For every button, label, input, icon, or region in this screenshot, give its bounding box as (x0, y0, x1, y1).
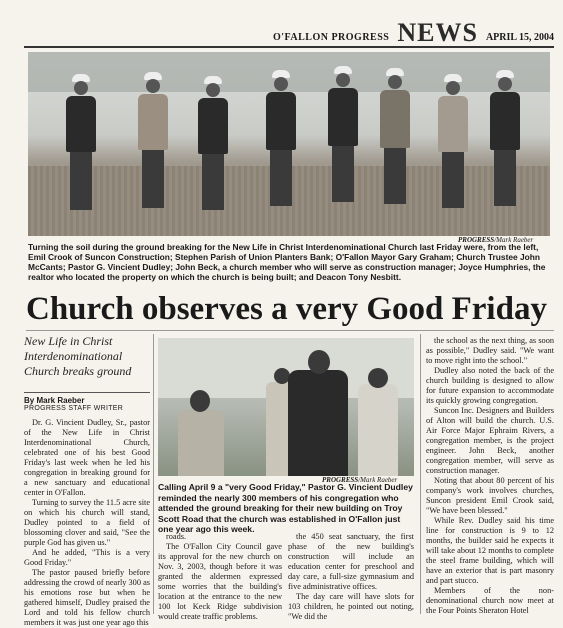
article-column-2: roads. The O'Fallon City Council gave its approval for the new church on Nov. 3, 2003, though before it was granted the aldermen expressed some worries that the building's location at the entrance to the new 100 lot Keck Ridge subdivision would create traffic problems. (158, 532, 282, 621)
section-name: NEWS (397, 18, 478, 47)
mid-photo-credit: PROGRESS/Mark Raeber (322, 476, 398, 484)
pastor-photo (158, 338, 414, 476)
issue-date: APRIL 15, 2004 (485, 32, 554, 43)
byline-role: PROGRESS STAFF WRITER (24, 405, 124, 412)
byline (24, 392, 150, 412)
article-deck: New Life in Christ Interdenominational Church breaks ground (24, 334, 132, 378)
top-photo-caption: Turning the soil during the ground breaking for the New Life in Christ Interdenominational Church last Friday were, from the left, Emil Crook of Suncon Construction; Stephen Parish of Union Planters Bank; O'Fallon Mayor Gary Graham; Church Trustee John McCants; Pastor G. Vincient Dudley; John Beck, a church member who will serve as construction manager; Joyce Humphries, the realtor who located the property on which the church is being built; and Deacon Tony Nesbitt. (28, 242, 546, 282)
article-column-1: Dr. G. Vincient Dudley, Sr., pastor of the New Life in Christ Interdenominational Church, celebrated one of his best Good Friday's last week when he led his congregation in breaking ground for a new sanctuary and educational center in O'Fallon. Turning to survey the 11.5 acre site on which his church will stand, Dudley pointed to a field of blossoming clover and said, "See the purple God has given us." And he added, "This is a very Good Friday." The pastor paused briefly before addressing the crowd of nearly 300 as his emotions rose but when he gathered himself, Dudley praised the Lord and told his fellow church members it was just one year ago this (24, 418, 150, 627)
article-headline: Church observes a very Good Friday (26, 290, 554, 331)
article-column-4: the school as the next thing, as soon as possible," Dudley said. "We want to move right into the school." Dudley also noted the back of the church building is designed to allow for future expansion to accommodate its quickly growing congregation. Suncon Inc. Designers and Builders of Alton will build the church. U.S. Air Force Major Ephraim Rivers, a congregation member, is the project engineer. John Beck, another congregation member, will serve as construction manager. Noting that about 80 percent of his company's work involves churches, Suncon president Emil Crook said, "We have been blessed." While Rev. Dudley said his time line for construction is 9 to 12 months, the builder said he expects it will take about 12 months to complete the steel frame building, which will have an exterior that is part masonry and part stucco. Members of the non-denominational church now meet at the Four Points Sheraton Hotel (426, 336, 554, 615)
publication-name: O'FALLON PROGRESS (272, 32, 390, 43)
mid-photo-caption: Calling April 9 a "very Good Friday," Pastor G. Vincient Dudley reminded the nearly 300 members of his congregation who attended the ground breaking for their new building on Troy Scott Road that the church was established in O'Fallon just one year ago this week. (158, 482, 413, 534)
byline-author: By Mark Raeber (24, 396, 85, 405)
masthead (24, 16, 554, 48)
top-photo-credit: PROGRESS/Mark Raeber (458, 236, 534, 244)
article-column-3: the 450 seat sanctuary, the first phase of the new building's construction will include an education center for preschool and day care, a full-size gymnasium and five administrative offices. The day care will have slots for 103 children, he pointed out noting, "We did the (288, 532, 414, 621)
groundbreaking-photo (28, 52, 550, 236)
